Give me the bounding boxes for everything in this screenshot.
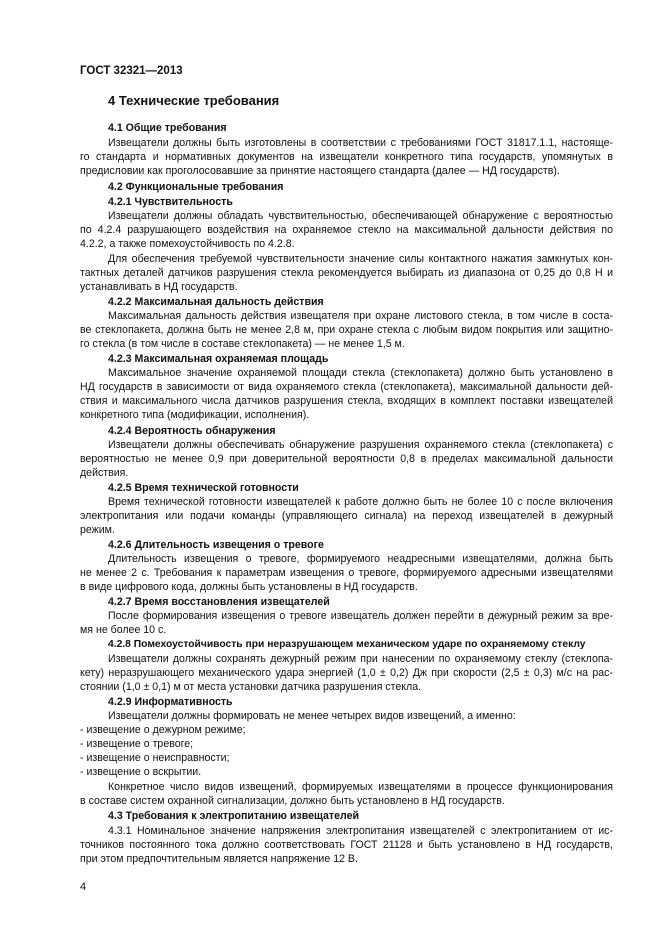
paragraph-line: Извещатели должны обладать чувствительностью, обеспечивающей обнаружение с вероятностью — [108, 210, 613, 222]
paragraph-line: в составе систем охранной сигнализации, должно быть установлено в НД государств. — [80, 795, 505, 807]
paragraph-line: Максимальная дальность действия извещателя при охране листового стекла, в том числе в соста- — [108, 310, 613, 322]
list-item: - извещение о вскрытии. — [80, 766, 202, 778]
subsection-heading: 4.2 Функциональные требования — [108, 181, 284, 193]
subsection-heading: 4.1 Общие требования — [108, 122, 227, 134]
paragraph-line: Длительность извещения о тревоге, формируемого неадресными извещателями, должна быть — [108, 553, 613, 565]
paragraph-line: в виде цифрового кода, должны быть установлены в НД государств. — [80, 581, 418, 593]
paragraph-line: режим. — [80, 524, 115, 536]
paragraph-line: ствия и максимального числа датчиков разрушения стекла, входящих в комплект поставки извещателей — [80, 395, 613, 407]
paragraph-line: 4.3.1 Номинальное значение напряжения электропитания извещателей с электропитанием от ис- — [108, 825, 613, 837]
paragraph-line: электропитания или подачи команды (управляющего сигнала) на переход извещателей в дежурный — [80, 510, 613, 522]
paragraph-line: Извещатели должны формировать не менее четырех видов извещений, а именно: — [108, 710, 516, 722]
subsection-heading: 4.3 Требования к электропитанию извещателей — [108, 810, 359, 822]
paragraph-line: конкретного типа (модификации, исполнения). — [80, 409, 310, 421]
paragraph-line: вероятностью не менее 0,9 при доверительной вероятности 0,8 в пределах максимальной дальности — [80, 453, 613, 465]
clause-heading: 4.2.5 Время технической готовности — [108, 482, 299, 494]
paragraph-line: Извещатели должны сохранять дежурный режим при нанесении по охраняемому стеклу (стеклопа- — [108, 653, 613, 665]
paragraph-line: го стандарта и нормативных документов на извещатели конкретного типа государств, упомянутых в — [80, 151, 613, 163]
paragraph-line: по 4.2.4 разрушающего воздействия на охраняемое стекло на максимальной дальности действия по — [80, 224, 613, 236]
clause-heading: 4.2.9 Информативность — [108, 696, 233, 708]
clause-heading: 4.2.8 Помехоустойчивость при неразрушающем механическом ударе по охраняемому стеклу — [108, 639, 586, 650]
clause-heading: 4.2.2 Максимальная дальность действия — [108, 296, 324, 308]
paragraph-line: стоянии (1,0 ± 0,1) м от места установки датчика разрушения стекла. — [80, 681, 422, 693]
clause-heading: 4.2.7 Время восстановления извещателей — [108, 596, 330, 608]
paragraph-line: После формирования извещения о тревоге извещатель должен перейти в дежурный режим за вре- — [108, 610, 613, 622]
section-title: 4 Технические требования — [108, 93, 280, 108]
paragraph-line: Для обеспечения требуемой чувствительности значение силы контактного нажатия замкнутых кон- — [108, 253, 613, 265]
paragraph-line: ве стеклопакета, должна быть не менее 2,8 м, при охране стекла с любым видом покрытия или защитно- — [80, 324, 613, 336]
clause-heading: 4.2.1 Чувствительность — [108, 196, 233, 208]
paragraph-line: Время технической готовности извещателей к работе должно быть не более 10 с после включения — [108, 496, 613, 508]
list-item: - извещение о тревоге; — [80, 738, 194, 750]
paragraph-line: мя не более 10 с. — [80, 624, 167, 636]
paragraph-line: кету) неразрушающего механического удара энергией (1,0 ± 0,2) Дж при скорости (2,5 ± 0,3) м/с на рас- — [80, 667, 613, 679]
paragraph-line: действия. — [80, 467, 129, 479]
clause-heading: 4.2.4 Вероятность обнаружения — [108, 425, 276, 437]
paragraph-line: Максимальное значение охраняемой площади стекла (стеклопакета) должно быть установлено в — [108, 367, 613, 379]
paragraph-line: Конкретное число видов извещений, формируемых извещателями в процессе функционирования — [108, 781, 613, 793]
paragraph-line: не менее 2 с. Требования к параметрам извещения о тревоге, формируемого адресными извещателями — [80, 567, 613, 579]
list-item: - извещение о неисправности; — [80, 752, 230, 764]
clause-heading: 4.2.6 Длительность извещения о тревоге — [108, 539, 324, 551]
paragraph-line: 4.2.2, а также помехоустойчивость по 4.2.8. — [80, 238, 295, 250]
paragraph-line: предисловии как проголосовавшие за принятие настоящего стандарта (далее — НД государств). — [80, 165, 560, 177]
paragraph-line: Извещатели должны быть изготовлены в соответствии с требованиями ГОСТ 31817.1.1, настояще- — [108, 137, 613, 149]
paragraph-line: Извещатели должны обеспечивать обнаружение разрушения охраняемого стекла (стеклопакета) с — [108, 439, 613, 451]
clause-heading: 4.2.3 Максимальная охраняемая площадь — [108, 353, 329, 365]
paragraph-line: устанавливать в НД государств. — [80, 281, 238, 293]
paragraph-line: тактных деталей датчиков разрушения стекла рекомендуется выбирать из диапазона от 0,25 до 0,8 Н и — [80, 267, 613, 279]
paragraph-line: НД государств в зависимости от вида охраняемого стекла (стеклопакета), максимальной дальности дей- — [80, 381, 613, 393]
page-number: 4 — [80, 881, 87, 893]
paragraph-line: при этом предпочтительным является напряжение 12 В. — [80, 853, 358, 865]
paragraph-line: го стекла (в том числе в составе стеклопакета) — не менее 1,5 м. — [80, 338, 405, 350]
paragraph-line: точников постоянного тока должно соответствовать ГОСТ 21128 и быть установлено в НД государств, — [80, 839, 613, 851]
document-code: ГОСТ 32321—2013 — [80, 65, 183, 77]
list-item: - извещение о дежурном режиме; — [80, 724, 246, 736]
